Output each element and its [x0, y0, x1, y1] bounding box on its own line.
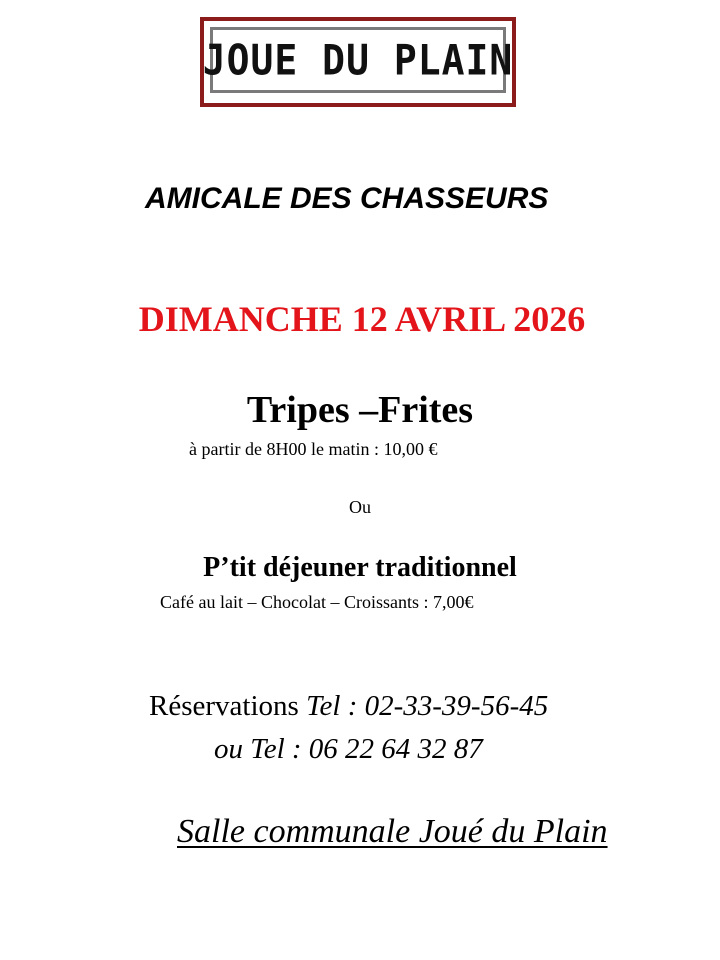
reservation-line-1 — [0, 690, 720, 723]
logo-inner-frame — [202, 27, 514, 93]
offer-tripes-title: Tripes –Frites — [246, 389, 474, 431]
or-separator: Ou — [349, 497, 371, 517]
reservation-label: Réservations — [149, 690, 299, 722]
offer-tripes-detail: à partir de 8H00 le matin : 10,00 € — [189, 439, 438, 459]
logo-text: JOUE DU PLAIN — [202, 35, 514, 85]
reservation-line-2 — [0, 733, 720, 766]
offer-breakfast-title: P’tit déjeuner traditionnel — [203, 552, 517, 583]
reservation-phone-2: ou Tel : 06 22 64 32 87 — [214, 733, 483, 765]
reservation-phone-1: Tel : 02-33-39-56-45 — [306, 690, 549, 722]
offer-breakfast-detail: Café au lait – Chocolat – Croissants : 7,00€ — [160, 592, 474, 612]
venue-text: Salle communale Joué du Plain — [177, 813, 608, 850]
club-name: AMICALE DES CHASSEURS — [145, 182, 549, 215]
venue — [0, 813, 720, 851]
logo-frame — [200, 17, 516, 107]
event-date: DIMANCHE 12 AVRIL 2026 — [138, 299, 586, 339]
